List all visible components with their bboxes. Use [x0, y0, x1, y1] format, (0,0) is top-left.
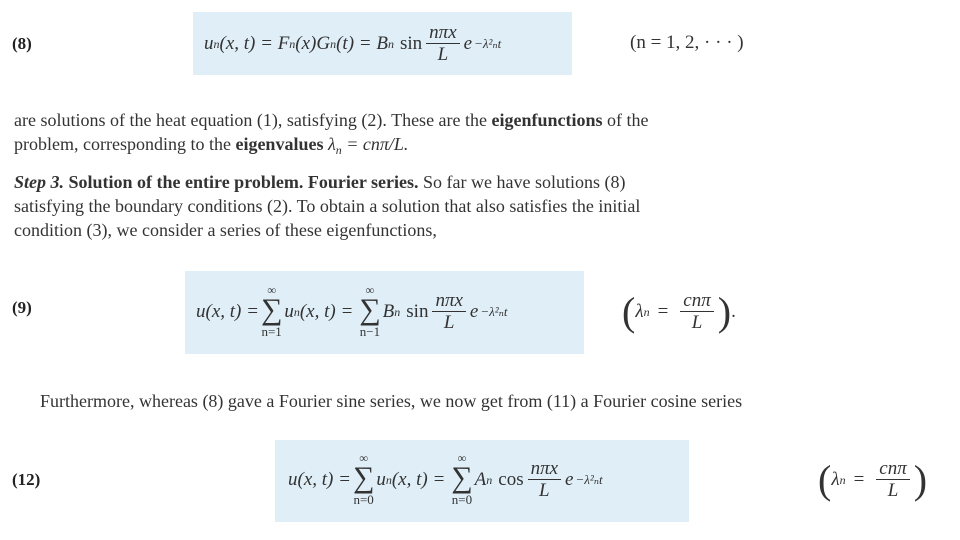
eq9-eigenvalue-fraction: $\frac{\text{cnπ}}{L}$	[680, 291, 713, 334]
eq12-label: (12)	[12, 470, 41, 489]
eq8-formula: u n (x, t) = F n (x)G n (t) = B n sin $\frac{\text{nπx}}{L}$ e −λ²ₙt	[204, 21, 502, 65]
eq12-formula: u(x, t) = ∞ ∑ n=0 u n (x, t) = ∞ ∑ n=0 A n cos $\frac{\text{nπx}}{L}$ e −λ²ₙt	[288, 451, 603, 507]
eq8-fraction: $\frac{\text{nπx}}{L}$	[426, 23, 459, 66]
eq12-eigenvalue-fraction: $\frac{\text{cnπ}}{L}$	[876, 459, 909, 502]
eq12-fraction: $\frac{\text{nπx}}{L}$	[528, 459, 561, 502]
eq12-condition: ( λ n = $\frac{\text{cnπ}}{L}$ )	[818, 457, 928, 502]
paragraph-eigenfunctions: are solutions of the heat equation (1), satisfying (2). These are the eigenfunctions of the problem, corresponding to the eigenvalues $\lambda_n = cn\pi/L$.	[14, 110, 649, 157]
sum-symbol: ∞ ∑ n=0	[352, 451, 375, 507]
eq9-formula: u(x, t) = ∞ ∑ n=1 u n (x, t) = ∞ ∑ n−1 B n sin $\frac{\text{nπx}}{L}$ e −λ²ₙt	[196, 283, 508, 339]
sum-symbol: ∞ ∑ n=1	[260, 283, 283, 339]
sum-symbol: ∞ ∑ n−1	[359, 283, 381, 339]
eq9-label: (9)	[12, 298, 32, 317]
eq8-condition: (n = 1, 2, · · · )	[630, 32, 744, 53]
eq8-label: (8)	[12, 34, 32, 53]
paragraph-step3: Step 3. Solution of the entire problem. Fourier series. So far we have solutions (8) satisfying the boundary conditions (2). To obtain a solution that also satisfies the initial condition (3), we consider a series of these eigenfunctions,	[14, 172, 641, 240]
eq9-fraction: $\frac{\text{nπx}}{L}$	[432, 291, 465, 334]
sum-symbol: ∞ ∑ n=0	[451, 451, 473, 507]
paragraph-cosine-series: Furthermore, whereas (8) gave a Fourier sine series, we now get from (11) a Fourier cosine series	[40, 391, 743, 411]
eq9-condition: ( λ n = $\frac{\text{cnπ}}{L}$ ) .	[622, 289, 736, 334]
